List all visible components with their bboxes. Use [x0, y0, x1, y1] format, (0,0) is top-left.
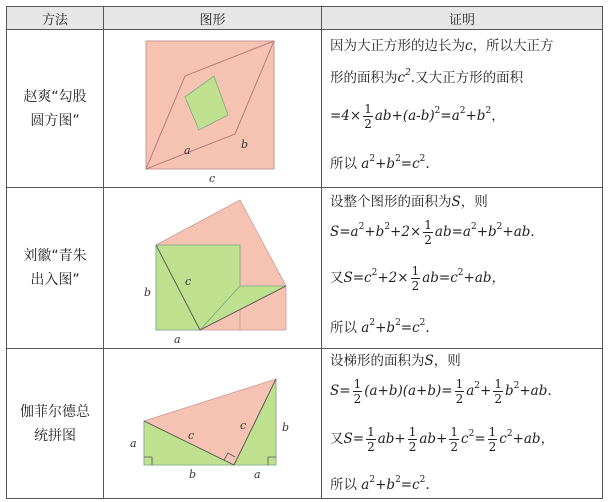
row3-method-line1: 伽菲尔德总	[20, 403, 90, 420]
row3-last-a: a	[361, 477, 370, 493]
row3-frac-2-num: 1	[455, 377, 464, 391]
row3-frac-7-num: 1	[488, 425, 497, 439]
row2-l3-d: ab=c	[422, 270, 458, 286]
row3-frac-5-num: 1	[408, 425, 417, 439]
row2-proof	[322, 188, 602, 348]
row3-l3-a: 又	[330, 431, 344, 447]
row3-text-1-tail: ，则	[433, 353, 461, 369]
row2-last-b: +b	[375, 320, 396, 336]
row2-l3-a: 又	[330, 270, 344, 286]
row3-text-1: 设梯形的面积为	[330, 353, 425, 369]
row2-label-a: a	[174, 333, 181, 346]
row3-l3-b: S=	[343, 431, 365, 447]
row3-proof-line3: 又S= $\frac{1}{2}$ ab+ $\frac{1}{2}$ ab+ $\frac{1}{2}$ $c^2=$ $\frac{1}{2}$ $c^2+ab$，	[330, 425, 555, 454]
row3-frac-3-num: 1	[494, 377, 502, 391]
row2-l2-f: +ab.	[502, 224, 535, 240]
row2-var-s: S	[451, 194, 461, 210]
row3-l2-b: (a+b)(a+b)=	[364, 383, 453, 399]
row1-proof-line3: =4× $\frac{1}{2}$ $ab+(a-b)^2=a^2+b^2$，	[330, 102, 505, 131]
row2-last-c: =c	[400, 320, 420, 336]
row3-proof	[322, 349, 602, 498]
row3-last-b: +b	[375, 477, 396, 493]
row1-method-line1: 赵爽“勾股	[23, 88, 87, 105]
row3-var-s: S	[424, 353, 434, 369]
header-method-label: 方法	[41, 12, 68, 28]
row1-text-2-tail: .又大正方形的面积	[410, 70, 524, 86]
row2-last-end: .	[425, 320, 430, 336]
row3-frac-4-num: 1	[367, 425, 375, 439]
row3-last-c: =c	[400, 477, 420, 493]
row2-l3-b: S=c	[343, 270, 372, 286]
row3-frac-2	[455, 377, 465, 406]
row2-proof-line4: 所以 $a^2+b^2=c^2$.	[330, 318, 430, 336]
row1-last-end: .	[425, 156, 430, 172]
row2-text-1-tail: ，则	[460, 194, 488, 210]
row2-method	[7, 188, 103, 348]
row2-l3-c: +2×	[377, 270, 409, 286]
row3-frac-1	[353, 377, 363, 406]
header-figure-label: 图形	[199, 12, 226, 28]
row3-frac-5-den: 2	[408, 440, 417, 454]
row3-frac-3	[493, 377, 503, 406]
row3-label-c-left: c	[188, 429, 195, 442]
header-proof-label: 证明	[448, 12, 475, 28]
table-border-right	[602, 6, 603, 499]
row1-frac	[363, 102, 373, 131]
row2-frac-2-den: 2	[411, 279, 420, 293]
row1-eq-tail: =a	[440, 108, 460, 124]
row1-frac-num: 1	[364, 102, 372, 116]
row3-label-a-left: a	[130, 437, 137, 450]
row1-text-1: 因为大正方形的边长为	[330, 38, 465, 54]
row3-l2-a: S=	[330, 383, 351, 399]
row2-text-1: 设整个图形的面积为	[330, 194, 452, 210]
row3-figure	[104, 349, 321, 498]
row3-frac-7	[488, 425, 498, 454]
row2-label-c: c	[185, 275, 192, 288]
row3-label-b-right: b	[282, 421, 290, 434]
row2-l2-a: S=a	[330, 224, 359, 240]
header-method	[7, 7, 103, 29]
row3-l2-f: +ab.	[519, 383, 552, 399]
row3-frac-1-den: 2	[353, 392, 362, 406]
row2-last-a: a	[361, 320, 370, 336]
row3-frac-4-den: 2	[367, 440, 375, 454]
row3-method	[7, 349, 103, 498]
row3-frac-2-den: 2	[455, 392, 464, 406]
row1-last-c: =c	[400, 156, 420, 172]
row3-l3-g: c	[499, 431, 507, 447]
row1-proof-line1	[330, 36, 554, 56]
row1-var-c: c	[465, 38, 473, 54]
row1-eq-tail2: +b	[465, 108, 486, 124]
row1-proof-line2	[330, 68, 523, 88]
row1-last: 所以	[330, 156, 357, 172]
row1-frac-den: 2	[364, 117, 372, 131]
row2-frac-1-num: 1	[424, 218, 432, 232]
table-border-bottom	[6, 498, 603, 499]
row2-proof-line1	[330, 192, 488, 212]
row1-label-c: c	[209, 172, 216, 185]
row2-label-b: b	[144, 286, 152, 299]
row2-figure	[104, 188, 321, 348]
row1-last-b: +b	[375, 156, 396, 172]
row2-method-line2: 出入图”	[30, 272, 80, 288]
row3-l2-c: a	[466, 383, 475, 399]
zhao-shuang-diagram	[104, 30, 321, 187]
row1-text-1-tail: ，所以大正方	[472, 38, 554, 54]
row2-l2-b: +b	[364, 224, 385, 240]
row2-frac-1	[423, 218, 433, 247]
row3-frac-4	[366, 425, 376, 454]
row1-last-a: a	[361, 156, 370, 172]
row3-l3-d: ab+	[419, 431, 448, 447]
row3-frac-7-den: 2	[488, 440, 497, 454]
row3-l3-c: ab+	[377, 431, 406, 447]
row2-proof-line3: 又$S=c^2+2\times$ $\frac{1}{2}$ $ab=c^2+ab$，	[330, 264, 506, 293]
row2-l3-e: +ab，	[463, 270, 506, 286]
row3-l2-e: b	[504, 383, 514, 399]
row3-frac-5	[408, 425, 418, 454]
liu-hui-diagram	[104, 188, 321, 348]
row1-proof-line4: 所以 $a^2+b^2=c^2$.	[330, 154, 430, 172]
row3-frac-6-den: 2	[450, 440, 459, 454]
row2-method-line1: 刘徽“青朱	[23, 248, 87, 264]
row3-l2-d: +	[480, 383, 492, 399]
row1-c-sq: $c^2$	[397, 68, 411, 86]
row3-proof-line2: S= $\frac{1}{2}$ (a+b)(a+b)= $\frac{1}{2}$ $a^2+$ $\frac{1}{2}$ $b^2+ab$.	[330, 377, 552, 406]
garfield-diagram	[104, 349, 321, 498]
row2-l2-e: +b	[476, 224, 497, 240]
row1-eq-mid: ab+(a-b)	[374, 108, 435, 124]
row3-l3-f: =	[474, 431, 486, 447]
row3-label-a-bottom: a	[254, 468, 261, 481]
row1-proof	[322, 30, 602, 187]
row3-method-line2: 统拼图	[34, 427, 76, 444]
header-figure	[104, 7, 321, 29]
row2-l2-d: ab=a	[434, 224, 471, 240]
row1-label-a: a	[184, 144, 191, 157]
row1-text-2: 形的面积为	[330, 70, 398, 86]
row2-frac-2	[411, 264, 421, 293]
row2-last: 所以	[330, 320, 357, 336]
row2-proof-line2: $S=a^2+b^2+2\times$ $\frac{1}{2}$ $ab=a^2+b^2+ab$.	[330, 218, 535, 247]
row1-method	[7, 30, 103, 187]
row3-last: 所以	[330, 477, 357, 493]
row2-frac-2-num: 1	[411, 264, 420, 278]
header-proof	[322, 7, 602, 29]
row3-frac-3-den: 2	[494, 392, 502, 406]
row3-label-b-bottom: b	[189, 468, 197, 481]
row2-l2-c: +2×	[390, 224, 422, 240]
row3-frac-1-num: 1	[353, 377, 362, 391]
row1-label-b: b	[241, 138, 249, 151]
row3-l3-h: +ab，	[512, 431, 555, 447]
row3-label-c-right: c	[240, 419, 247, 432]
row1-figure	[104, 30, 321, 187]
row3-last-end: .	[425, 477, 430, 493]
row1-eq-lead: =4×	[330, 108, 362, 124]
row1-method-line2: 圆方图”	[30, 112, 80, 129]
row1-eq-end: ，	[491, 108, 505, 124]
row2-frac-1-den: 2	[424, 233, 432, 247]
row3-proof-line1	[330, 351, 461, 371]
row3-frac-6	[449, 425, 459, 454]
row3-l3-e: c	[461, 431, 469, 447]
row3-frac-6-num: 1	[450, 425, 459, 439]
row3-proof-line4: 所以 $a^2+b^2=c^2$.	[330, 475, 430, 493]
